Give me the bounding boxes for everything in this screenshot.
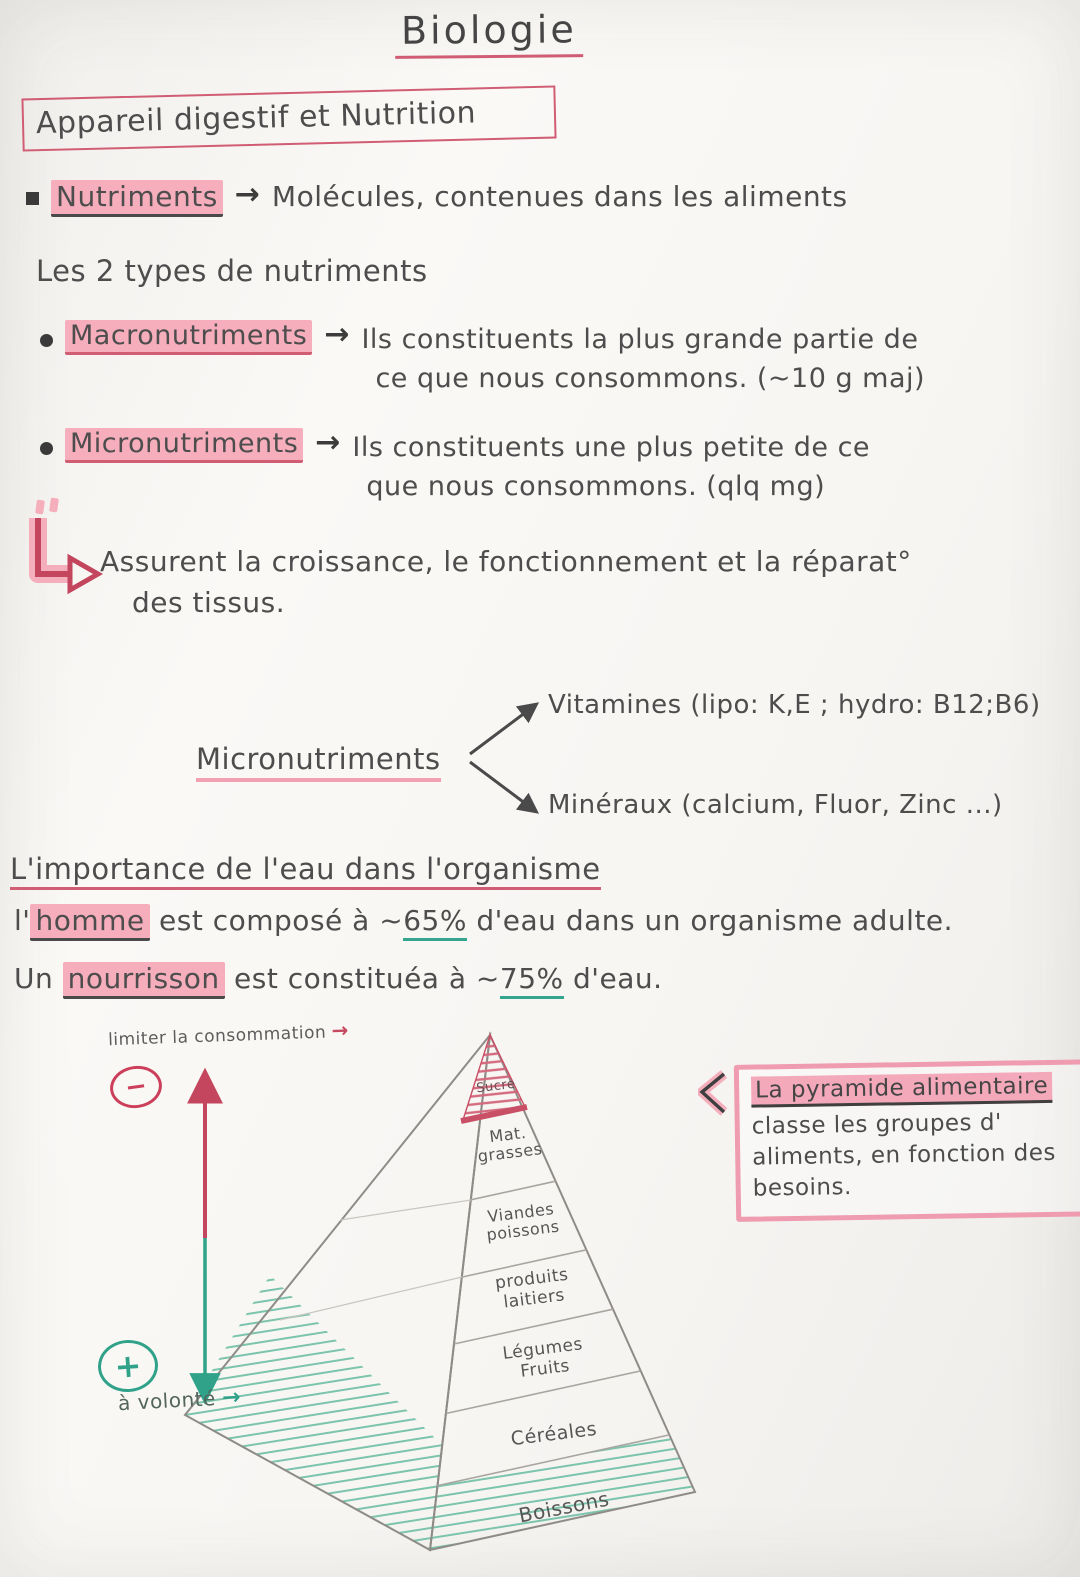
micro-def-line1: Ils constituents une plus petite de ce [352, 432, 871, 463]
layer-produits-laitiers: produits laitiers [493, 1264, 570, 1313]
diagram-vitamines: Vitamines (lipo: K,E ; hydro: B12;B6) [548, 690, 1041, 720]
homme-term: homme [30, 904, 149, 941]
bullet-dot-icon [40, 334, 53, 347]
water-line1 [14, 904, 953, 937]
pct-65: 65% [403, 904, 467, 941]
arrow-right-icon: → [324, 317, 350, 352]
macro-def-line1: Ils constituents la plus grande partie de [361, 324, 919, 355]
arrow-right-red-icon: → [331, 1017, 349, 1043]
section-title: Appareil digestif et Nutrition [35, 95, 477, 142]
limit-consumption-text: limiter la consommation [107, 1022, 327, 1051]
arrow-right-icon: → [315, 425, 341, 460]
water-line2-post: d'eau. [563, 962, 663, 995]
plus-sign: + [113, 1346, 143, 1386]
section-title-box [21, 85, 556, 151]
layer-legumes-fruits: Légumes Fruits [501, 1334, 584, 1382]
nutriments-line [26, 177, 848, 217]
arrow-right-icon: → [234, 177, 260, 212]
layer-boissons: Boissons [516, 1486, 612, 1528]
bullet-dot-icon [40, 442, 53, 455]
page-title: Biologie [395, 7, 583, 59]
pink-mark [49, 498, 59, 513]
diagram-root: Micronutriments [196, 742, 441, 782]
bullet-square-icon [26, 192, 39, 205]
water-line2-mid: est constituéa à ~ [224, 962, 500, 995]
return-arrow-icon [22, 512, 112, 604]
branch-arrows-icon [462, 688, 552, 828]
water-line1-mid: est composé à ~ [149, 904, 404, 937]
water-line1-pre: l' [14, 904, 31, 937]
layer-viandes-poissons: Viandes poissons [485, 1199, 561, 1245]
arrow-right-green-icon: → [221, 1384, 242, 1411]
water-line2-pre: Un [14, 962, 63, 995]
pct-75: 75% [500, 962, 564, 999]
micronutriments-term: Micronutriments [65, 428, 303, 463]
note-body: classe les groupes d' aliments, en fonction des besoins. [751, 1109, 1057, 1202]
nutriments-definition: Molécules, contenues dans les aliments [271, 180, 848, 213]
diagram-mineraux: Minéraux (calcium, Fluor, Zinc ...) [548, 790, 1003, 820]
macronutriments-block [40, 317, 926, 398]
water-line1-post: d'eau dans un organisme adulte. [466, 904, 954, 937]
arrow-left-icon [698, 1070, 730, 1116]
water-line2 [14, 962, 663, 995]
macronutriments-term: Macronutriments [65, 320, 312, 355]
a-volonte-text: à volonté [117, 1386, 217, 1416]
minus-sign: − [123, 1070, 149, 1104]
layer-cereales: Céréales [509, 1417, 599, 1451]
role-line1: Assurent la croissance, le fonctionnement et la réparat° [100, 545, 912, 578]
water-heading: L'importance de l'eau dans l'organisme [10, 852, 601, 890]
micro-def-line2: que nous consommons. (qlq mg) [366, 471, 826, 503]
boissons-band-hatch [430, 1435, 695, 1550]
nourrisson-term: nourrisson [63, 962, 225, 999]
nutriments-term: Nutriments [51, 180, 223, 217]
types-heading: Les 2 types de nutriments [36, 254, 428, 288]
micronutriments-block [40, 425, 871, 506]
role-line2: des tissus. [132, 585, 286, 619]
layer-mat-grasses: Mat. grasses [476, 1122, 544, 1167]
role-text [100, 542, 912, 623]
food-pyramid-figure [90, 1017, 730, 1577]
layer-sucre: Sucre [475, 1076, 517, 1097]
left-face-hatch [185, 1275, 442, 1550]
pyramid-drawing [90, 1017, 730, 1577]
note-title: La pyramide alimentaire [751, 1072, 1052, 1108]
pyramid-note-box [734, 1059, 1080, 1222]
macro-def-line2: ce que nous consommons. (~10 g maj) [375, 363, 926, 395]
